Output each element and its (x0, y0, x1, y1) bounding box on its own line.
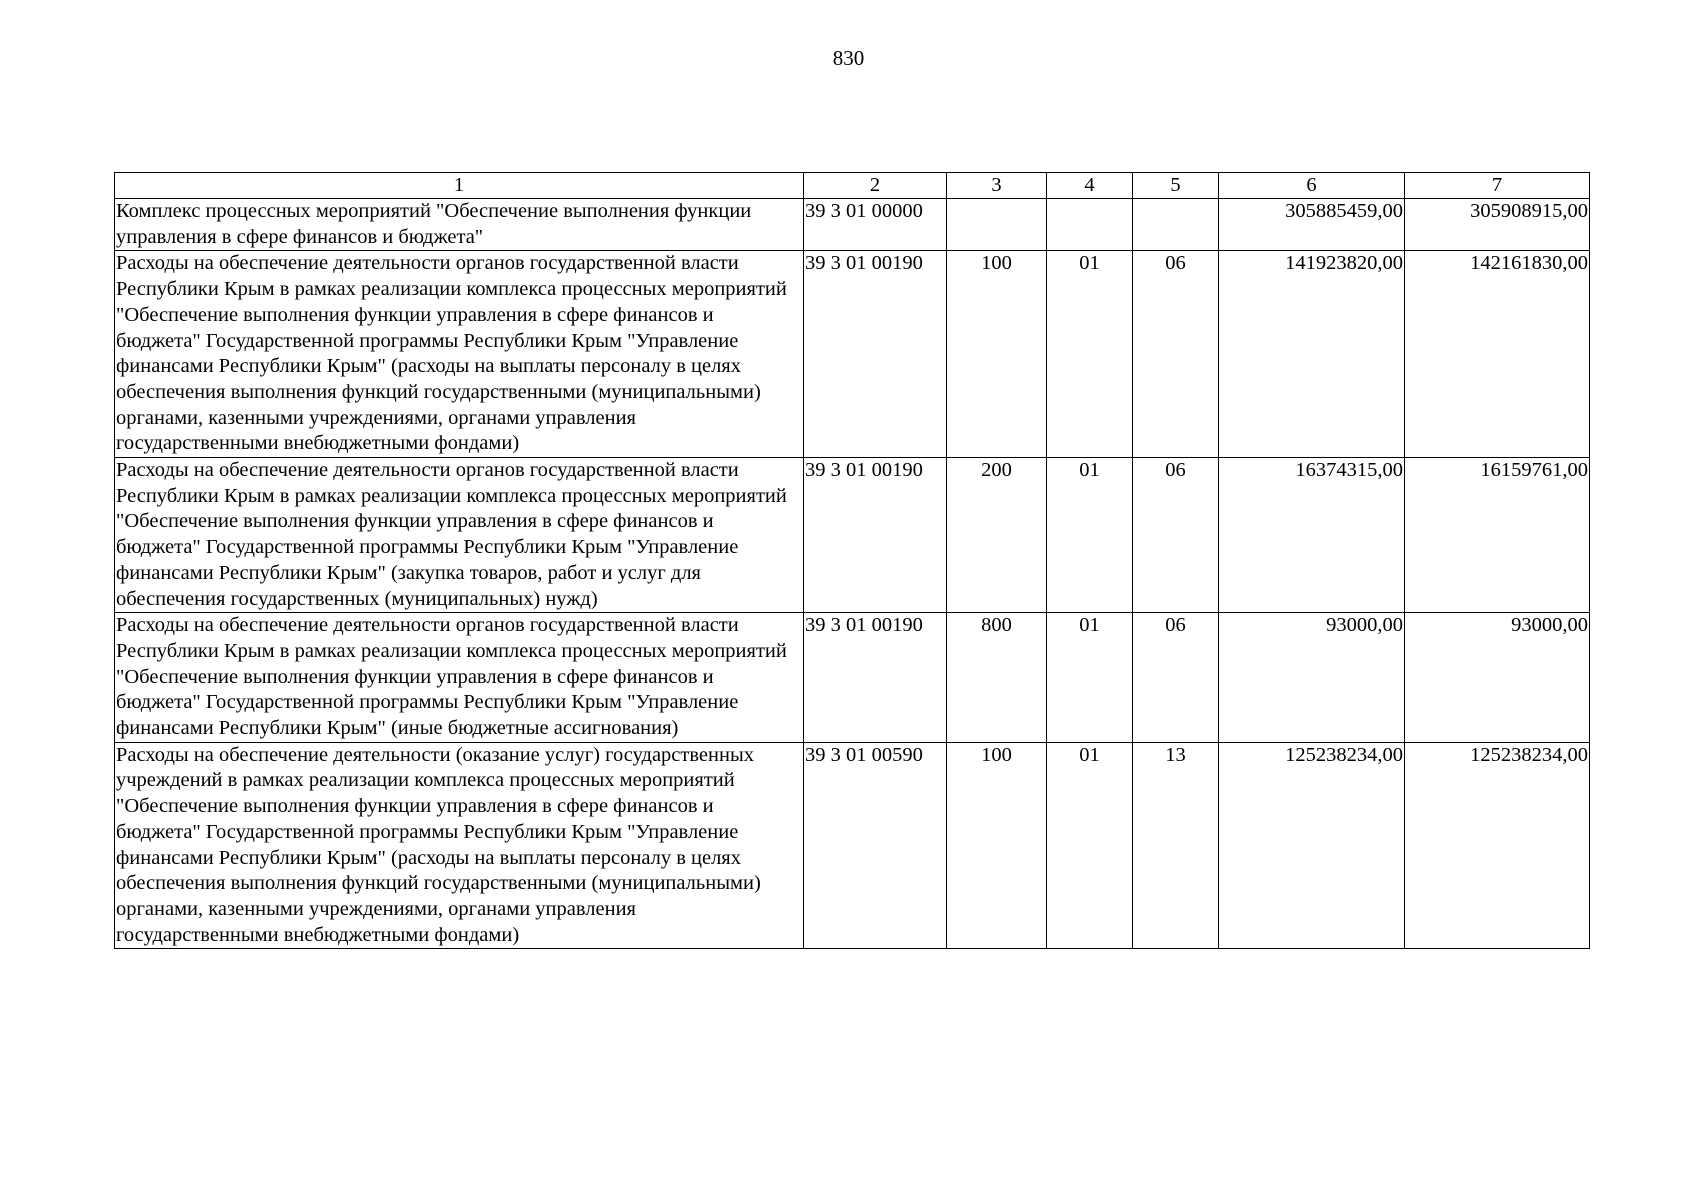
table-row (115, 251, 1590, 458)
expense-type-code: 200 (947, 458, 1047, 613)
table-row (115, 199, 1590, 251)
table-row (115, 613, 1590, 743)
subsection-code: 06 (1133, 251, 1219, 458)
column-header: 3 (947, 173, 1047, 199)
amount-column-7: 125238234,00 (1405, 742, 1590, 949)
expense-type-code: 100 (947, 251, 1047, 458)
column-header: 4 (1047, 173, 1133, 199)
section-code: 01 (1047, 742, 1133, 949)
amount-column-6: 305885459,00 (1219, 199, 1405, 251)
expense-type-code (947, 199, 1047, 251)
amount-column-6: 93000,00 (1219, 613, 1405, 743)
subsection-code: 13 (1133, 742, 1219, 949)
row-description: Расходы на обеспечение деятельности органов государственной власти Республики Крым в рамках реализации комплекса процессных мероприятий "Обеспечение выполнения функции управления в сфере финансов и бюджета" Государственной программы Республики Крым "Управление финансами Республики Крым" (закупка товаров, работ и услуг для обеспечения государственных (муниципальных) нужд) (115, 458, 804, 613)
section-code: 01 (1047, 613, 1133, 743)
expense-type-code: 100 (947, 742, 1047, 949)
row-description: Комплекс процессных мероприятий "Обеспечение выполнения функции управления в сфере финансов и бюджета" (115, 199, 804, 251)
section-code (1047, 199, 1133, 251)
column-header: 2 (804, 173, 947, 199)
amount-column-6: 16374315,00 (1219, 458, 1405, 613)
row-description: Расходы на обеспечение деятельности органов государственной власти Республики Крым в рамках реализации комплекса процессных мероприятий "Обеспечение выполнения функции управления в сфере финансов и бюджета" Государственной программы Республики Крым "Управление финансами Республики Крым" (иные бюджетные ассигнования) (115, 613, 804, 743)
column-header: 6 (1219, 173, 1405, 199)
amount-column-6: 141923820,00 (1219, 251, 1405, 458)
amount-column-7: 142161830,00 (1405, 251, 1590, 458)
target-article-code: 39 3 01 00190 (804, 458, 947, 613)
subsection-code (1133, 199, 1219, 251)
budget-table (114, 172, 1590, 949)
column-header: 5 (1133, 173, 1219, 199)
subsection-code: 06 (1133, 613, 1219, 743)
target-article-code: 39 3 01 00190 (804, 613, 947, 743)
table-row (115, 742, 1590, 949)
row-description: Расходы на обеспечение деятельности органов государственной власти Республики Крым в рамках реализации комплекса процессных мероприятий "Обеспечение выполнения функции управления в сфере финансов и бюджета" Государственной программы Республики Крым "Управление финансами Республики Крым" (расходы на выплаты персоналу в целях обеспечения выполнения функций государственными (муниципальными) органами, казенными учреждениями, органами управления государственными внебюджетными фондами) (115, 251, 804, 458)
expense-type-code: 800 (947, 613, 1047, 743)
amount-column-7: 16159761,00 (1405, 458, 1590, 613)
page-number: 830 (832, 46, 865, 70)
column-header: 7 (1405, 173, 1590, 199)
column-header: 1 (115, 173, 804, 199)
section-code: 01 (1047, 458, 1133, 613)
target-article-code: 39 3 01 00590 (804, 742, 947, 949)
target-article-code: 39 3 01 00190 (804, 251, 947, 458)
amount-column-6: 125238234,00 (1219, 742, 1405, 949)
table-row (115, 458, 1590, 613)
subsection-code: 06 (1133, 458, 1219, 613)
amount-column-7: 305908915,00 (1405, 199, 1590, 251)
header-row (115, 173, 1590, 199)
row-description: Расходы на обеспечение деятельности (оказание услуг) государственных учреждений в рамках реализации комплекса процессных мероприятий "Обеспечение выполнения функции управления в сфере финансов и бюджета" Государственной программы Республики Крым "Управление финансами Республики Крым" (расходы на выплаты персоналу в целях обеспечения выполнения функций государственными (муниципальными) органами, казенными учреждениями, органами управления государственными внебюджетными фондами) (115, 742, 804, 949)
section-code: 01 (1047, 251, 1133, 458)
amount-column-7: 93000,00 (1405, 613, 1590, 743)
target-article-code: 39 3 01 00000 (804, 199, 947, 251)
